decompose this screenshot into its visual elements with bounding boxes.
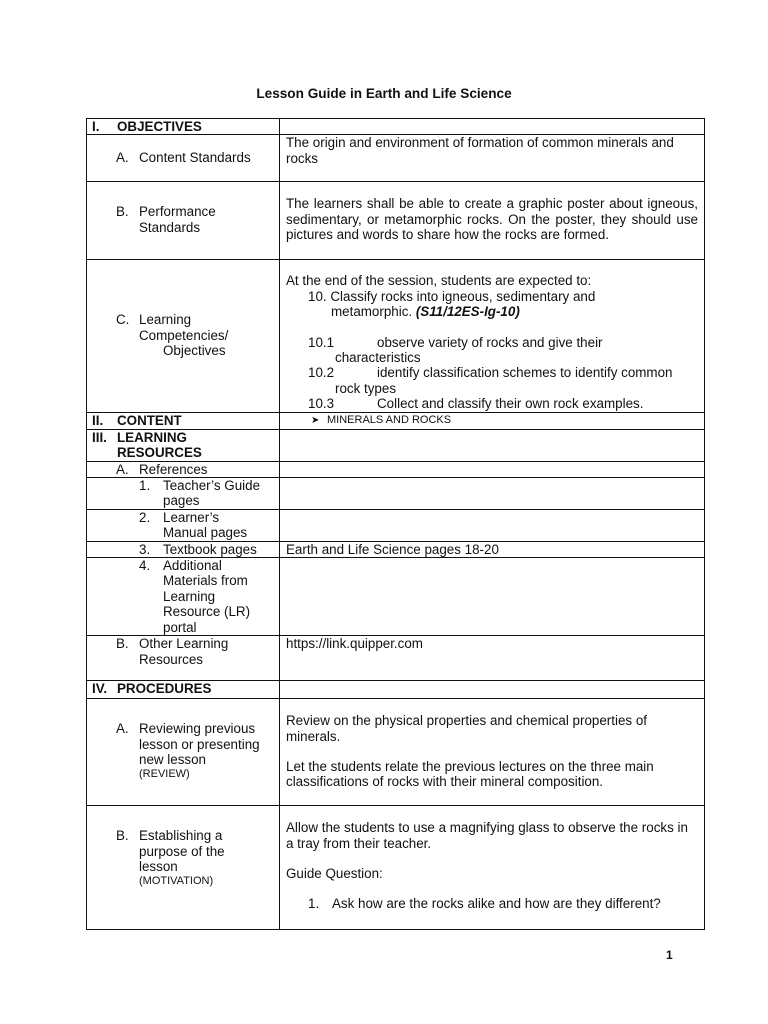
row-label: Other Learning: [139, 636, 229, 652]
list-marker: A.: [116, 150, 129, 166]
table-row: [87, 413, 705, 429]
lesson-guide-table: [86, 118, 705, 930]
reference-value-cell: [280, 558, 705, 636]
section-number: IV.: [92, 681, 108, 697]
learning-competencies-label: [87, 260, 280, 413]
reference-label: Resource (LR): [163, 604, 251, 620]
paragraph: Allow the students to use a magnifying glass to observe the rocks in a tray from their teacher.: [286, 820, 688, 851]
row-label: Reviewing previous: [139, 721, 256, 737]
table-row: [87, 182, 705, 260]
table-row: [87, 135, 705, 182]
references-label: [87, 461, 280, 477]
row-label: Establishing a: [139, 828, 223, 844]
procedure-a-value-cell: [280, 699, 705, 806]
section-number: III.: [92, 429, 107, 445]
list-marker: 2.: [139, 509, 151, 525]
sub-competency-continued: rock types: [335, 380, 397, 396]
empty-cell: [280, 681, 705, 699]
row-label: Objectives: [163, 343, 226, 359]
section-learning-resources-label: [87, 429, 280, 461]
content-value: [280, 413, 704, 428]
table-row: [87, 478, 705, 510]
table-row: [87, 461, 705, 477]
table-row: [87, 429, 705, 461]
sub-competency-number: 10.1: [308, 334, 335, 350]
competency-code: (S11/12ES-Ig-10): [415, 304, 520, 320]
sub-competency: [286, 396, 698, 411]
list-marker: C.: [116, 312, 130, 328]
sub-competency-continued: characteristics: [335, 350, 421, 366]
question-text: Ask how are the rocks alike and how are they different?: [332, 896, 661, 912]
table-row: [87, 119, 705, 135]
table-row: [87, 806, 705, 930]
procedure-b-label: [87, 806, 280, 930]
paragraph: Review on the physical properties and chemical properties of minerals.: [286, 713, 647, 744]
section-content-label: [87, 413, 280, 429]
section-title: RESOURCES: [117, 445, 202, 461]
competency-item: 10. Classify rocks into igneous, sedimentary and: [308, 288, 596, 304]
sub-competency-text: Collect and classify their own rock examples.: [377, 396, 644, 412]
list-marker: 3.: [139, 541, 151, 557]
table-row: [87, 681, 705, 699]
table-row: [87, 558, 705, 636]
question-number: 1.: [308, 896, 320, 912]
procedure-tag: (REVIEW): [139, 768, 190, 781]
procedure-a-label: [87, 699, 280, 806]
table-row: [87, 636, 705, 681]
row-label: new lesson: [139, 751, 206, 767]
other-resources-label: [87, 636, 280, 681]
reference-value-cell: [280, 509, 705, 541]
guide-question-label: Guide Question:: [286, 865, 383, 881]
sub-competency-text: identify classification schemes to identify common: [377, 365, 673, 381]
sub-competency: [286, 335, 698, 350]
list-marker: A.: [116, 721, 129, 737]
reference-item: [87, 509, 280, 541]
reference-item: [87, 478, 280, 510]
sub-competency-number: 10.3: [308, 396, 335, 412]
reference-item: [87, 558, 280, 636]
reference-label: Additional: [163, 558, 222, 574]
performance-standards-value-cell: [280, 182, 705, 260]
row-label: References: [139, 461, 208, 477]
sub-competency-text: observe variety of rocks and give their: [377, 334, 603, 350]
list-marker: 4.: [139, 558, 151, 574]
content-standards-value-cell: [280, 135, 705, 182]
procedure-b-value-cell: [280, 806, 705, 930]
row-label: Learning: [139, 312, 192, 328]
row-label: Competencies/: [139, 327, 229, 343]
section-objectives-label: [87, 119, 280, 135]
performance-standards-value: The learners shall be able to create a graphic poster about igneous, sedimentary, or metamorphic rocks. On the poster, they should use pictures and words to share how the rocks are formed.: [286, 196, 698, 243]
section-number: I.: [92, 119, 100, 134]
list-marker: B.: [116, 636, 129, 652]
empty-cell: [280, 461, 705, 477]
row-label: purpose of the: [139, 843, 225, 859]
page-title: Lesson Guide in Earth and Life Science: [256, 86, 512, 101]
table-row: [87, 260, 705, 413]
row-label: Standards: [139, 219, 201, 235]
reference-label: Teacher’s Guide: [163, 478, 261, 494]
reference-label: Materials from: [163, 573, 248, 589]
table-row: [87, 699, 705, 806]
procedure-a-value: [280, 699, 704, 790]
list-marker: A.: [116, 461, 129, 477]
reference-label: pages: [163, 493, 200, 509]
reference-label: Textbook pages: [163, 541, 257, 557]
page-number: 1: [666, 948, 673, 962]
section-title: CONTENT: [117, 413, 182, 429]
performance-standards-label: [87, 182, 280, 260]
learning-competencies-value: [280, 260, 704, 411]
reference-label: Manual pages: [163, 525, 248, 541]
reference-value-cell: [280, 478, 705, 510]
list-marker: 1.: [139, 478, 151, 494]
row-label: Performance: [139, 204, 216, 220]
content-standards-label: [87, 135, 280, 182]
section-procedures-label: [87, 681, 280, 699]
row-label: lesson or presenting: [139, 736, 260, 752]
list-marker: B.: [116, 204, 129, 220]
sub-competency-number: 10.2: [308, 365, 335, 381]
sub-competency: [286, 365, 698, 380]
reference-value: Earth and Life Science pages 18-20: [286, 541, 499, 557]
row-label: lesson: [139, 858, 178, 874]
table-row: [87, 509, 705, 541]
competency-intro: At the end of the session, students are expected to:: [286, 273, 592, 289]
procedure-tag: (MOTIVATION): [139, 875, 214, 888]
table-row: [87, 541, 705, 557]
section-title: LEARNING: [117, 429, 187, 445]
row-label: Content Standards: [139, 150, 251, 166]
reference-value-cell: [280, 541, 705, 557]
arrow-bullet-icon: ➤: [311, 415, 320, 427]
competency-text: metamorphic.: [331, 304, 416, 320]
other-resources-value-cell: [280, 636, 705, 681]
section-number: II.: [92, 413, 104, 429]
learning-competencies-value-cell: [280, 260, 705, 413]
content-standards-value: The origin and environment of formation of common minerals and rocks: [286, 135, 674, 166]
paragraph: Let the students relate the previous lectures on the three main classifications of rocks with their mineral composition.: [286, 758, 654, 790]
reference-label: Learner’s: [163, 509, 220, 525]
guide-question: [286, 896, 698, 911]
reference-label: portal: [163, 619, 197, 635]
empty-cell: [280, 119, 705, 135]
procedure-b-value: [280, 806, 704, 912]
reference-item: [87, 541, 280, 557]
content-value-cell: [280, 413, 705, 429]
section-title: OBJECTIVES: [117, 119, 202, 134]
reference-label: Learning: [163, 588, 216, 604]
list-marker: B.: [116, 828, 129, 844]
competency-item-continued: [286, 304, 698, 319]
empty-cell: [280, 429, 705, 461]
other-resources-link[interactable]: https://link.quipper.com: [286, 636, 423, 652]
section-title: PROCEDURES: [117, 681, 212, 697]
content-topic: MINERALS AND ROCKS: [327, 414, 452, 427]
row-label: Resources: [139, 651, 204, 667]
